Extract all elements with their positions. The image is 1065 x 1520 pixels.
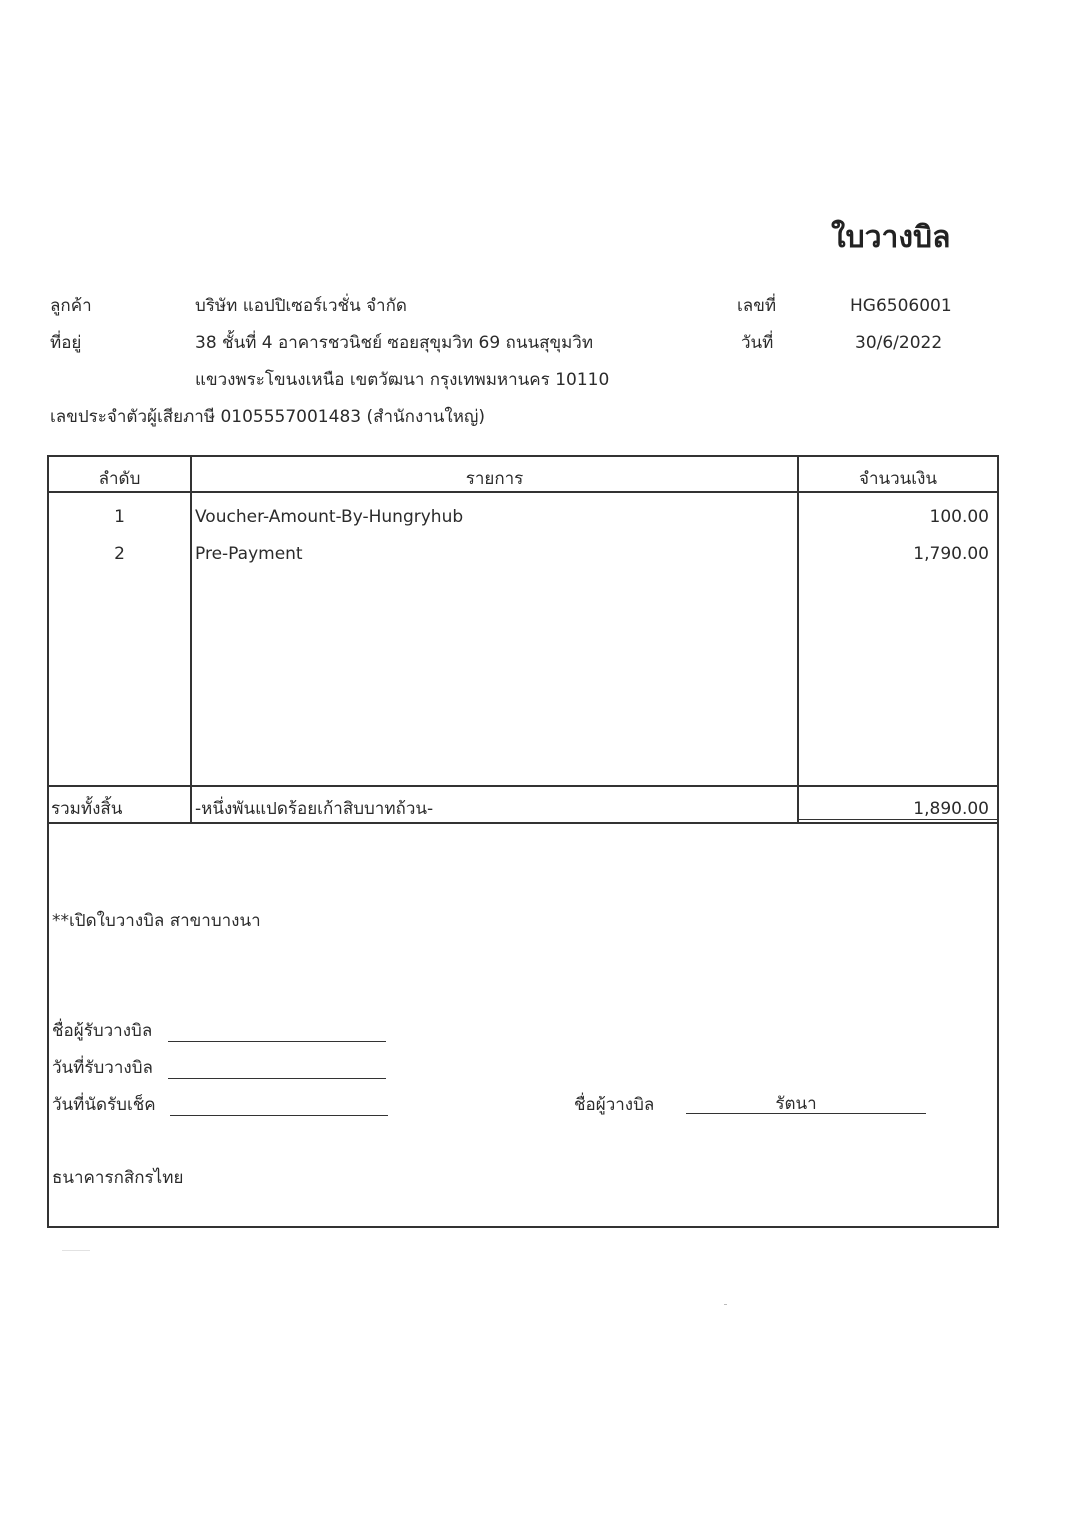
address-line-1: 38 ชั้นที่ 4 อาคารชวนิชย์ ซอยสุขุมวิท 69 ถนนสุขุมวิท xyxy=(195,333,594,353)
cheque-date-line xyxy=(170,1115,388,1116)
header-item: รายการ xyxy=(465,469,524,489)
branch-note: **เปิดใบวางบิล สาขาบางนา xyxy=(52,911,261,931)
biller-label: ชื่อผู้วางบิล xyxy=(574,1095,655,1115)
column-divider-seq xyxy=(190,455,192,824)
receiver-name-line xyxy=(168,1041,386,1042)
row-1-seq: 1 xyxy=(114,507,125,527)
address-line-2: แขวงพระโขนงเหนือ เขตวัฒนา กรุงเทพมหานคร 10110 xyxy=(195,370,610,390)
total-in-words: -หนึ่งพันแปดร้อยเก้าสิบบาทถ้วน- xyxy=(195,799,434,819)
header-seq: ลำดับ xyxy=(98,469,141,489)
biller-name: รัตนา xyxy=(775,1094,817,1114)
receive-date-line xyxy=(168,1078,386,1079)
row-1-item: Voucher-Amount-By-Hungryhub xyxy=(195,507,464,527)
row-1-amount: 100.00 xyxy=(929,507,989,527)
document-number: HG6506001 xyxy=(850,296,952,316)
scan-speck xyxy=(724,1304,727,1305)
header-amount: จำนวนเงิน xyxy=(858,469,938,489)
row-2-seq: 2 xyxy=(114,544,125,564)
total-divider-top xyxy=(47,785,999,787)
receiver-name-label: ชื่อผู้รับวางบิล xyxy=(52,1021,153,1041)
bank-name: ธนาคารกสิกรไทย xyxy=(52,1168,184,1188)
document-date: 30/6/2022 xyxy=(855,333,943,353)
customer-label: ลูกค้า xyxy=(50,296,92,316)
total-double-underline xyxy=(799,819,997,820)
total-amount: 1,890.00 xyxy=(913,799,989,819)
customer-name: บริษัท แอปปิเซอร์เวชั่น จำกัด xyxy=(195,296,407,316)
row-2-amount: 1,790.00 xyxy=(913,544,989,564)
address-label: ที่อยู่ xyxy=(50,333,82,353)
number-label: เลขที่ xyxy=(737,296,777,316)
document-title: ใบวางบิล xyxy=(831,220,951,255)
header-divider xyxy=(47,491,999,493)
total-divider-bottom xyxy=(47,822,999,824)
total-label: รวมทั้งสิ้น xyxy=(51,799,123,819)
receive-date-label: วันที่รับวางบิล xyxy=(52,1058,153,1078)
date-label: วันที่ xyxy=(741,333,774,353)
scan-speck xyxy=(62,1250,90,1251)
row-2-item: Pre-Payment xyxy=(195,544,303,564)
tax-id: เลขประจำตัวผู้เสียภาษี 0105557001483 (สำนักงานใหญ่) xyxy=(50,407,486,427)
cheque-date-label: วันที่นัดรับเช็ค xyxy=(52,1095,156,1115)
